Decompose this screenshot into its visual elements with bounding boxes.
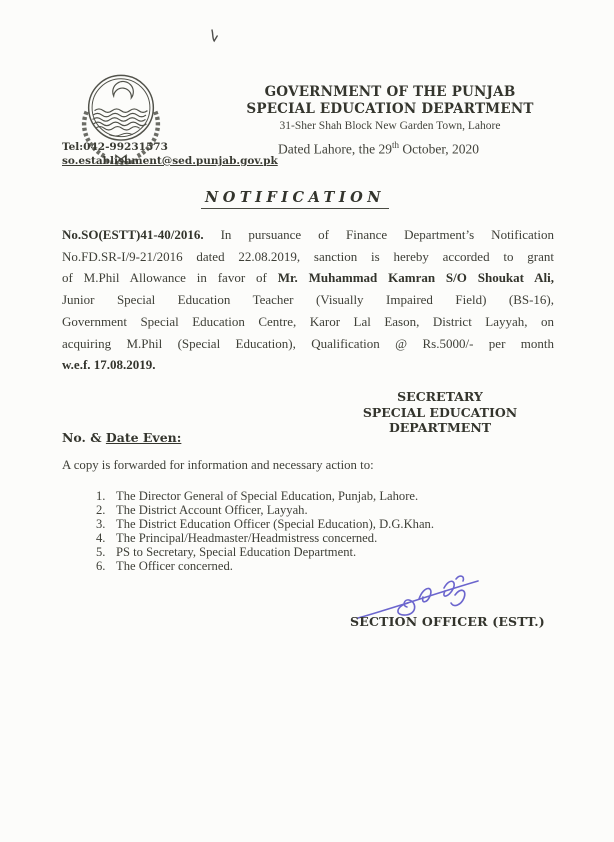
signatory-department-1: SPECIAL EDUCATION — [362, 404, 518, 420]
label-underlined: Date Even: — [105, 430, 182, 445]
body-line — [62, 354, 554, 376]
body-line — [62, 267, 554, 289]
list-item — [96, 531, 526, 545]
notification-body — [62, 224, 554, 376]
signatory-department-2: DEPARTMENT — [388, 420, 492, 435]
copy-forwarded-line: A copy is forwarded for information and necessary action to: — [62, 458, 374, 472]
item-text: The Officer concerned. — [116, 559, 233, 573]
body-text: In pursuance of Finance Department’s Notification — [203, 227, 554, 242]
designation-label: SECTION OFFICER (ESTT.) — [350, 614, 545, 629]
item-text: The Director General of Special Education, Punjab, Lahore. — [116, 489, 419, 503]
notification-title: NOTIFICATION — [201, 189, 389, 209]
email-address: so.establishment@sed.punjab.gov.pk — [62, 155, 278, 167]
body-text: Junior Special Education Teacher (Visually Impaired Field) (BS-16), — [62, 292, 554, 308]
item-number: 4. — [96, 531, 106, 545]
reference-number: No.SO(ESTT)41-40/2016. — [62, 227, 204, 242]
item-number: 2. — [96, 503, 106, 517]
telephone-number: Tel:042-99231573 — [62, 141, 168, 153]
list-item — [96, 489, 526, 503]
date-text: Dated Lahore, the 29 — [278, 141, 392, 157]
department-address: 31-Sher Shah Block New Garden Town, Lahore — [279, 120, 501, 132]
list-item — [96, 517, 526, 531]
body-line — [62, 224, 554, 246]
government-title: GOVERNMENT OF THE PUNJAB — [264, 84, 516, 100]
signatory-block — [360, 389, 520, 436]
pen-tick-mark — [207, 28, 220, 49]
date-line — [278, 140, 479, 158]
body-text: of M.Phil Allowance in favor of — [62, 270, 278, 286]
rivers-waves — [93, 109, 148, 130]
body-text: No.FD.SR-I/9-21/2016 dated 22.08.2019, sanction is hereby accorded to grant — [62, 248, 554, 264]
body-line — [62, 333, 554, 355]
body-text: Government Special Education Centre, Karor Lal Eason, District Layyah, on — [62, 313, 554, 329]
item-number: 3. — [96, 517, 106, 531]
label-plain: No. & — [62, 430, 106, 445]
item-number: 5. — [96, 545, 106, 559]
body-line — [62, 311, 554, 333]
item-text: The District Account Officer, Layyah. — [116, 503, 308, 517]
distribution-list — [96, 489, 526, 573]
signatory-title: SECRETARY — [397, 389, 483, 404]
item-number: 6. — [96, 559, 106, 573]
item-text: The District Education Officer (Special Education), D.G.Khan. — [116, 517, 435, 531]
item-number: 1. — [96, 489, 106, 503]
item-text: PS to Secretary, Special Education Department. — [116, 545, 357, 559]
grantee-name: Mr. Muhammad Kamran S/O Shoukat Ali, — [277, 270, 554, 286]
body-text: acquiring M.Phil (Special Education), Qualification @ Rs.5000/- per month — [62, 335, 554, 351]
notification-title-wrap — [50, 189, 540, 209]
list-item — [96, 503, 526, 517]
number-date-label — [62, 430, 181, 445]
item-text: The Principal/Headmaster/Headmistress concerned. — [116, 531, 378, 545]
effective-date: w.e.f. 17.08.2019. — [62, 357, 156, 373]
letterhead — [240, 84, 540, 134]
date-ordinal-suffix: th — [391, 140, 399, 150]
body-line — [62, 289, 554, 311]
body-line — [62, 246, 554, 268]
department-title: SPECIAL EDUCATION DEPARTMENT — [246, 101, 534, 117]
list-item — [96, 545, 526, 559]
date-text-tail: October, 2020 — [398, 141, 480, 157]
list-item — [96, 559, 526, 573]
contact-block — [62, 141, 292, 169]
